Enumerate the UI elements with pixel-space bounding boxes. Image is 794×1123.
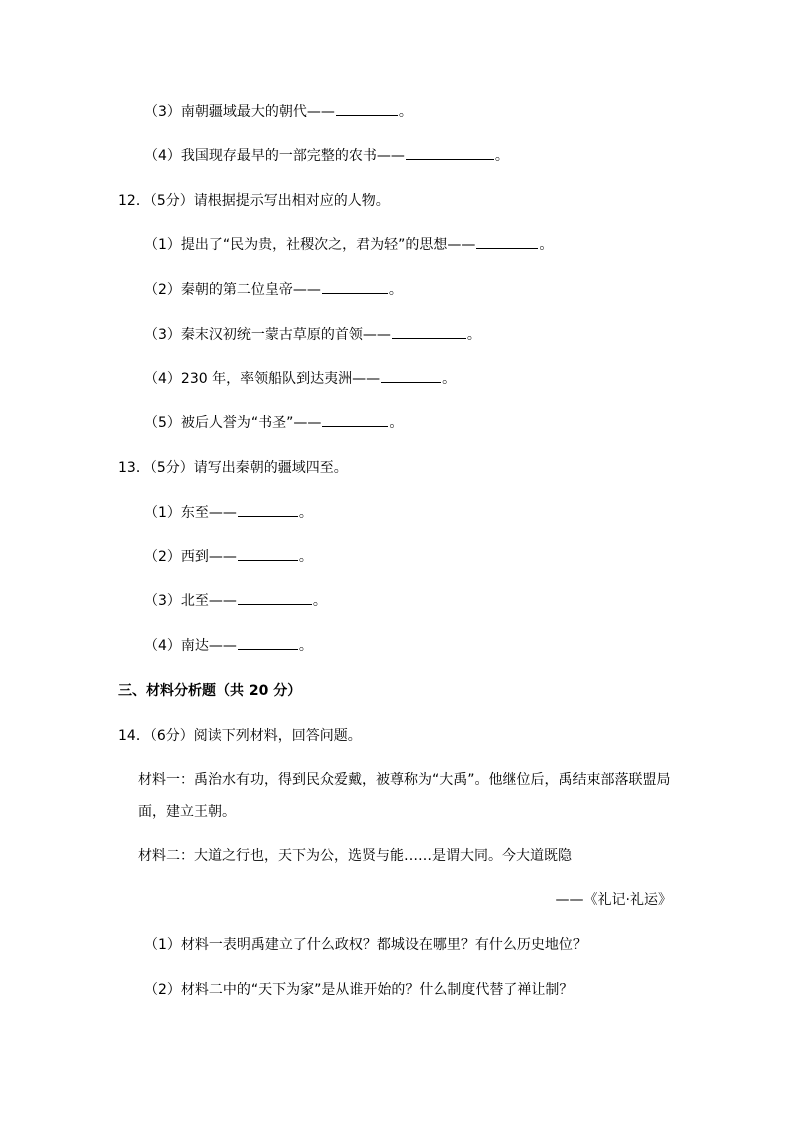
answer-blank[interactable] — [381, 369, 441, 383]
answer-blank[interactable] — [322, 413, 388, 427]
q11-item-4-text: （4）我国现存最早的一部完整的农书—— — [144, 148, 405, 164]
q14-title: 14．（6分）阅读下列材料，回答问题。 — [118, 728, 362, 744]
answer-blank[interactable] — [238, 547, 298, 561]
answer-blank[interactable] — [322, 280, 388, 294]
answer-blank[interactable] — [238, 503, 298, 517]
q11-item-3-text: （3）南朝疆域最大的朝代—— — [144, 104, 335, 120]
q12-item-2: （2）秦朝的第二位皇帝—— 。 — [144, 282, 403, 298]
q12-title: 12．（5分）请根据提示写出相对应的人物。 — [118, 193, 390, 209]
q12-item-3: （3）秦末汉初统一蒙古草原的首领—— 。 — [144, 327, 481, 343]
answer-blank[interactable] — [238, 636, 298, 650]
q13-item-3: （3）北至—— 。 — [144, 593, 327, 609]
material-2: 材料二：大道之行也，天下为公，选贤与能……是谓大同。今大道既隐 — [138, 848, 572, 864]
q13-item-1: （1）东至—— 。 — [144, 505, 313, 521]
q12-item-1: （1）提出了“民为贵，社稷次之，君为轻”的思想—— 。 — [144, 237, 554, 253]
answer-blank[interactable] — [238, 591, 312, 605]
material-1-line-2: 面，建立王朝。 — [138, 804, 236, 820]
answer-blank[interactable] — [336, 102, 398, 116]
q13-title: 13．（5分）请写出秦朝的疆域四至。 — [118, 460, 348, 476]
section-heading: 三、材料分析题（共 20 分） — [118, 683, 302, 699]
q13-item-4: （4）南达—— 。 — [144, 638, 313, 654]
q14-question-2: （2）材料二中的“天下为家”是从谁开始的？什么制度代替了禅让制？ — [144, 982, 574, 998]
material-1-line-1: 材料一：禹治水有功，得到民众爱戴，被尊称为“大禹”。他继位后，禹结束部落联盟局 — [138, 772, 671, 788]
q12-item-4: （4）230 年，率领船队到达夷洲—— 。 — [144, 371, 457, 387]
answer-blank[interactable] — [406, 146, 494, 160]
answer-blank[interactable] — [476, 235, 538, 249]
q11-item-3: （3）南朝疆域最大的朝代—— 。 — [144, 104, 413, 120]
q13-item-2: （2）西到—— 。 — [144, 549, 313, 565]
q11-item-4: （4）我国现存最早的一部完整的农书—— 。 — [144, 148, 509, 164]
material-source: ——《礼记·礼运》 — [555, 892, 672, 908]
answer-blank[interactable] — [392, 325, 466, 339]
q12-item-5: （5）被后人誉为“书圣”—— 。 — [144, 415, 404, 431]
q14-question-1: （1）材料一表明禹建立了什么政权？都城设在哪里？有什么历史地位？ — [144, 937, 587, 953]
